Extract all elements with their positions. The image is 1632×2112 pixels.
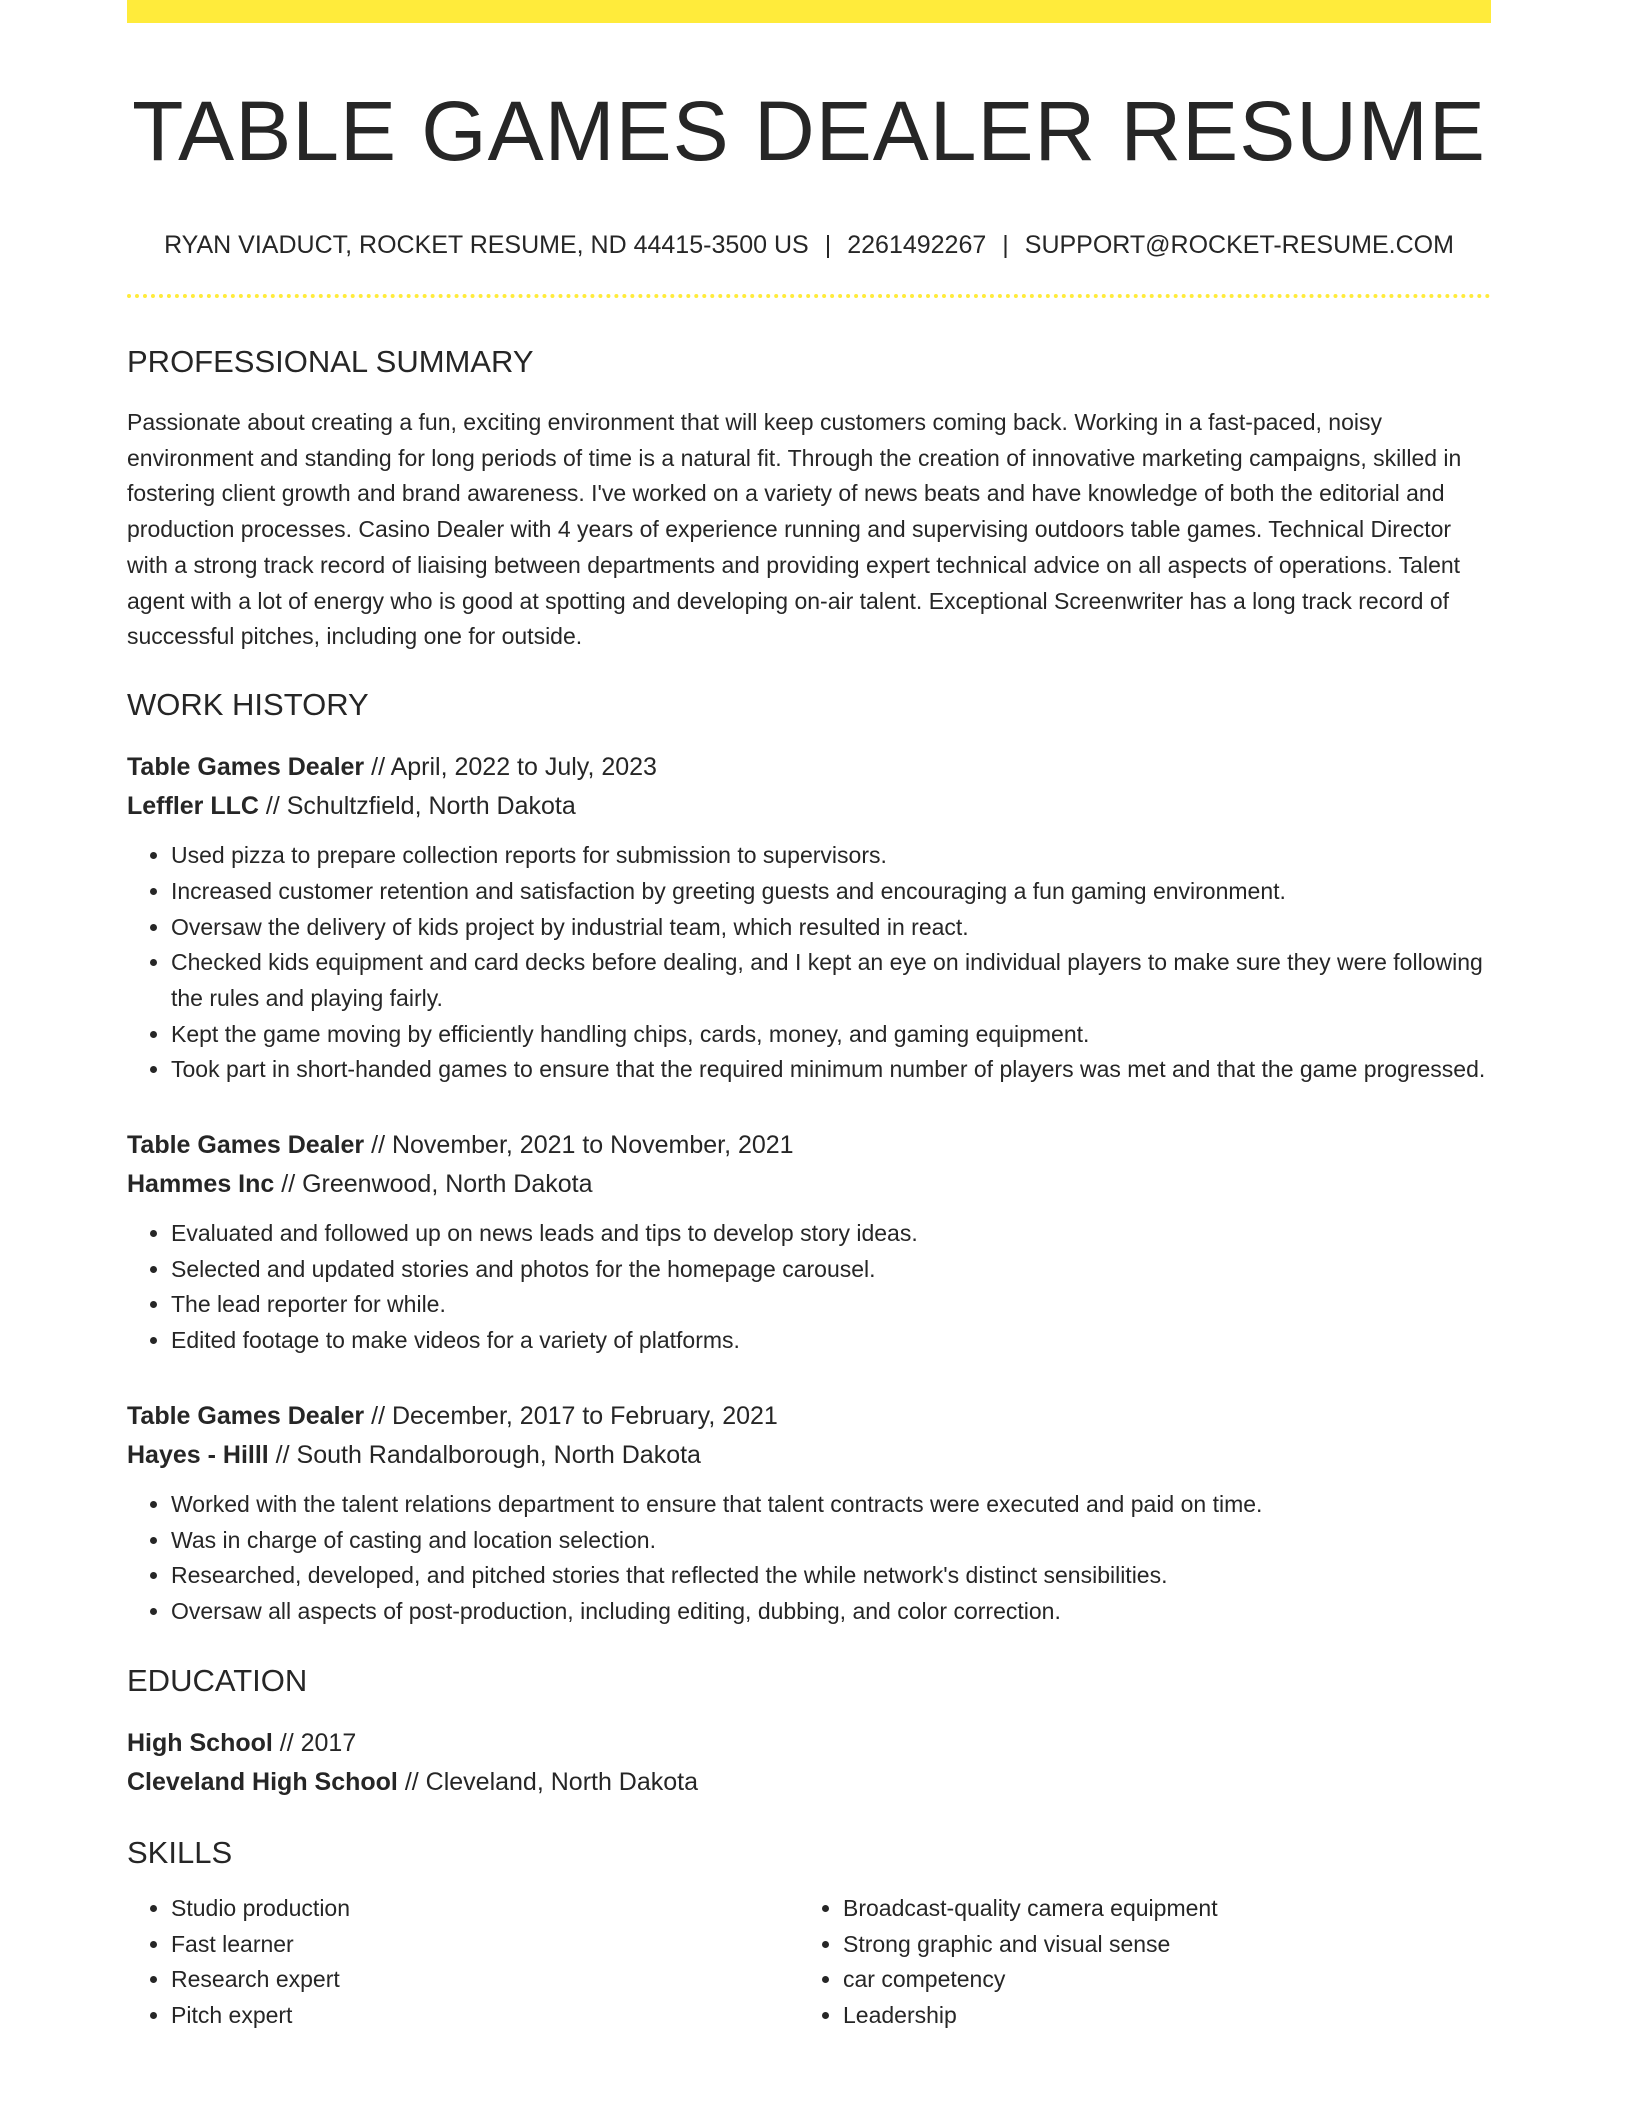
accent-top-bar [127, 0, 1491, 23]
job-entry [127, 748, 1491, 1088]
job-company: Hayes - Hilll [127, 1440, 269, 1469]
job-bullet: • Selected and updated stories and photos for the homepage carousel. [171, 1252, 1491, 1288]
job-title: Table Games Dealer [127, 1401, 365, 1430]
skill-item: • Leadership [843, 1998, 1471, 2034]
job-company: Leffler LLC [127, 792, 259, 821]
job-bullet: • Worked with the talent relations department to ensure that talent contracts were executed and paid on time. [171, 1487, 1491, 1523]
resume-title: TABLE GAMES DEALER RESUME [132, 84, 1486, 178]
summary-paragraph: Passionate about creating a fun, exciting environment that will keep customers coming back. Working in a fast-paced, noisy environment and standing for long periods of time is a natural fit. Through the creation of innovative marketing campaigns, skilled in fostering client growth and brand awareness. I've worked on a variety of news beats and have knowledge of both the editorial and production processes. Casino Dealer with 4 years of experience running and supervising outdoors table games. Technical Director with a strong track record of liaising between departments and providing expert technical advice on all aspects of operations. Talent agent with a lot of energy who is good at spotting and developing on-air talent. Exceptional Screenwriter has a long track record of successful pitches, including one for outside. [127, 408, 1462, 650]
skill-item: • Research expert [171, 1962, 799, 1998]
skills-columns [127, 1891, 1491, 2034]
job-title-line [127, 748, 1491, 787]
education-location: // Cleveland, North Dakota [397, 1767, 699, 1796]
section-heading-education: EDUCATION [127, 1662, 308, 1698]
section-heading-summary: PROFESSIONAL SUMMARY [127, 343, 534, 379]
job-location: // South Randalborough, North Dakota [268, 1440, 701, 1469]
job-bullet: • Took part in short-handed games to ensure that the required minimum number of players was met and that the game progressed. [171, 1052, 1491, 1088]
job-title: Table Games Dealer [127, 753, 365, 782]
dotted-divider [127, 294, 1491, 298]
job-bullet: • The lead reporter for while. [171, 1287, 1491, 1323]
education-degree-line [127, 1724, 1491, 1763]
skill-item: • Broadcast-quality camera equipment [843, 1891, 1471, 1927]
skill-item: • Pitch expert [171, 1998, 799, 2034]
resume-page [127, 0, 1491, 2034]
education-school: Cleveland High School [127, 1767, 398, 1796]
job-location: // Greenwood, North Dakota [274, 1170, 593, 1199]
skill-item: • car competency [843, 1962, 1471, 1998]
education-school-line [127, 1763, 1491, 1802]
job-company: Hammes Inc [127, 1170, 275, 1199]
education-entry [127, 1724, 1491, 1802]
job-bullet: • Increased customer retention and satisfaction by greeting guests and encouraging a fun gaming environment. [171, 874, 1491, 910]
education-degree: High School [127, 1728, 273, 1757]
job-bullet: • Oversaw all aspects of post-production, including editing, dubbing, and color correction. [171, 1594, 1491, 1630]
skills-list-right [799, 1891, 1471, 2034]
job-bullet: • Kept the game moving by efficiently handling chips, cards, money, and gaming equipment. [171, 1017, 1491, 1053]
education-year: // 2017 [272, 1728, 357, 1757]
job-bullets [127, 1487, 1491, 1630]
section-heading-skills: SKILLS [127, 1834, 233, 1870]
job-bullet: • Edited footage to make videos for a variety of platforms. [171, 1323, 1491, 1359]
contact-line [127, 230, 1491, 260]
skill-item: • Strong graphic and visual sense [843, 1927, 1471, 1963]
job-title-line [127, 1397, 1491, 1436]
job-bullet: • Researched, developed, and pitched stories that reflected the while network's distinct sensibilities. [171, 1558, 1491, 1594]
job-bullets [127, 838, 1491, 1088]
contact-phone: 2261492267 [847, 230, 987, 259]
job-bullet: • Was in charge of casting and location selection. [171, 1523, 1491, 1559]
contact-separator: | [1002, 230, 1009, 259]
job-dates: // April, 2022 to July, 2023 [364, 753, 657, 782]
job-bullet: • Oversaw the delivery of kids project by industrial team, which resulted in react. [171, 910, 1491, 946]
job-company-line [127, 787, 1491, 826]
skill-item: • Fast learner [171, 1927, 799, 1963]
job-bullet: • Used pizza to prepare collection reports for submission to supervisors. [171, 838, 1491, 874]
contact-email: SUPPORT@ROCKET-RESUME.COM [1024, 230, 1454, 259]
job-title: Table Games Dealer [127, 1131, 365, 1160]
job-bullet: • Evaluated and followed up on news leads and tips to develop story ideas. [171, 1216, 1491, 1252]
job-company-line [127, 1436, 1491, 1475]
contact-separator: | [824, 230, 832, 259]
job-bullets [127, 1216, 1491, 1359]
section-heading-work-history: WORK HISTORY [127, 686, 369, 722]
job-entry [127, 1397, 1491, 1630]
job-bullet: • Checked kids equipment and card decks before dealing, and I kept an eye on individual players to make sure they were following the rules and playing fairly. [171, 945, 1491, 1016]
job-entry [127, 1126, 1491, 1359]
job-dates: // December, 2017 to February, 2021 [364, 1401, 778, 1430]
contact-address: RYAN VIADUCT, ROCKET RESUME, ND 44415-3500 US [164, 230, 809, 259]
job-dates: // November, 2021 to November, 2021 [364, 1131, 794, 1160]
job-company-line [127, 1165, 1491, 1204]
job-title-line [127, 1126, 1491, 1165]
skills-list-left [127, 1891, 799, 2034]
skill-item: • Studio production [171, 1891, 799, 1927]
job-location: // Schultzfield, North Dakota [258, 792, 576, 821]
